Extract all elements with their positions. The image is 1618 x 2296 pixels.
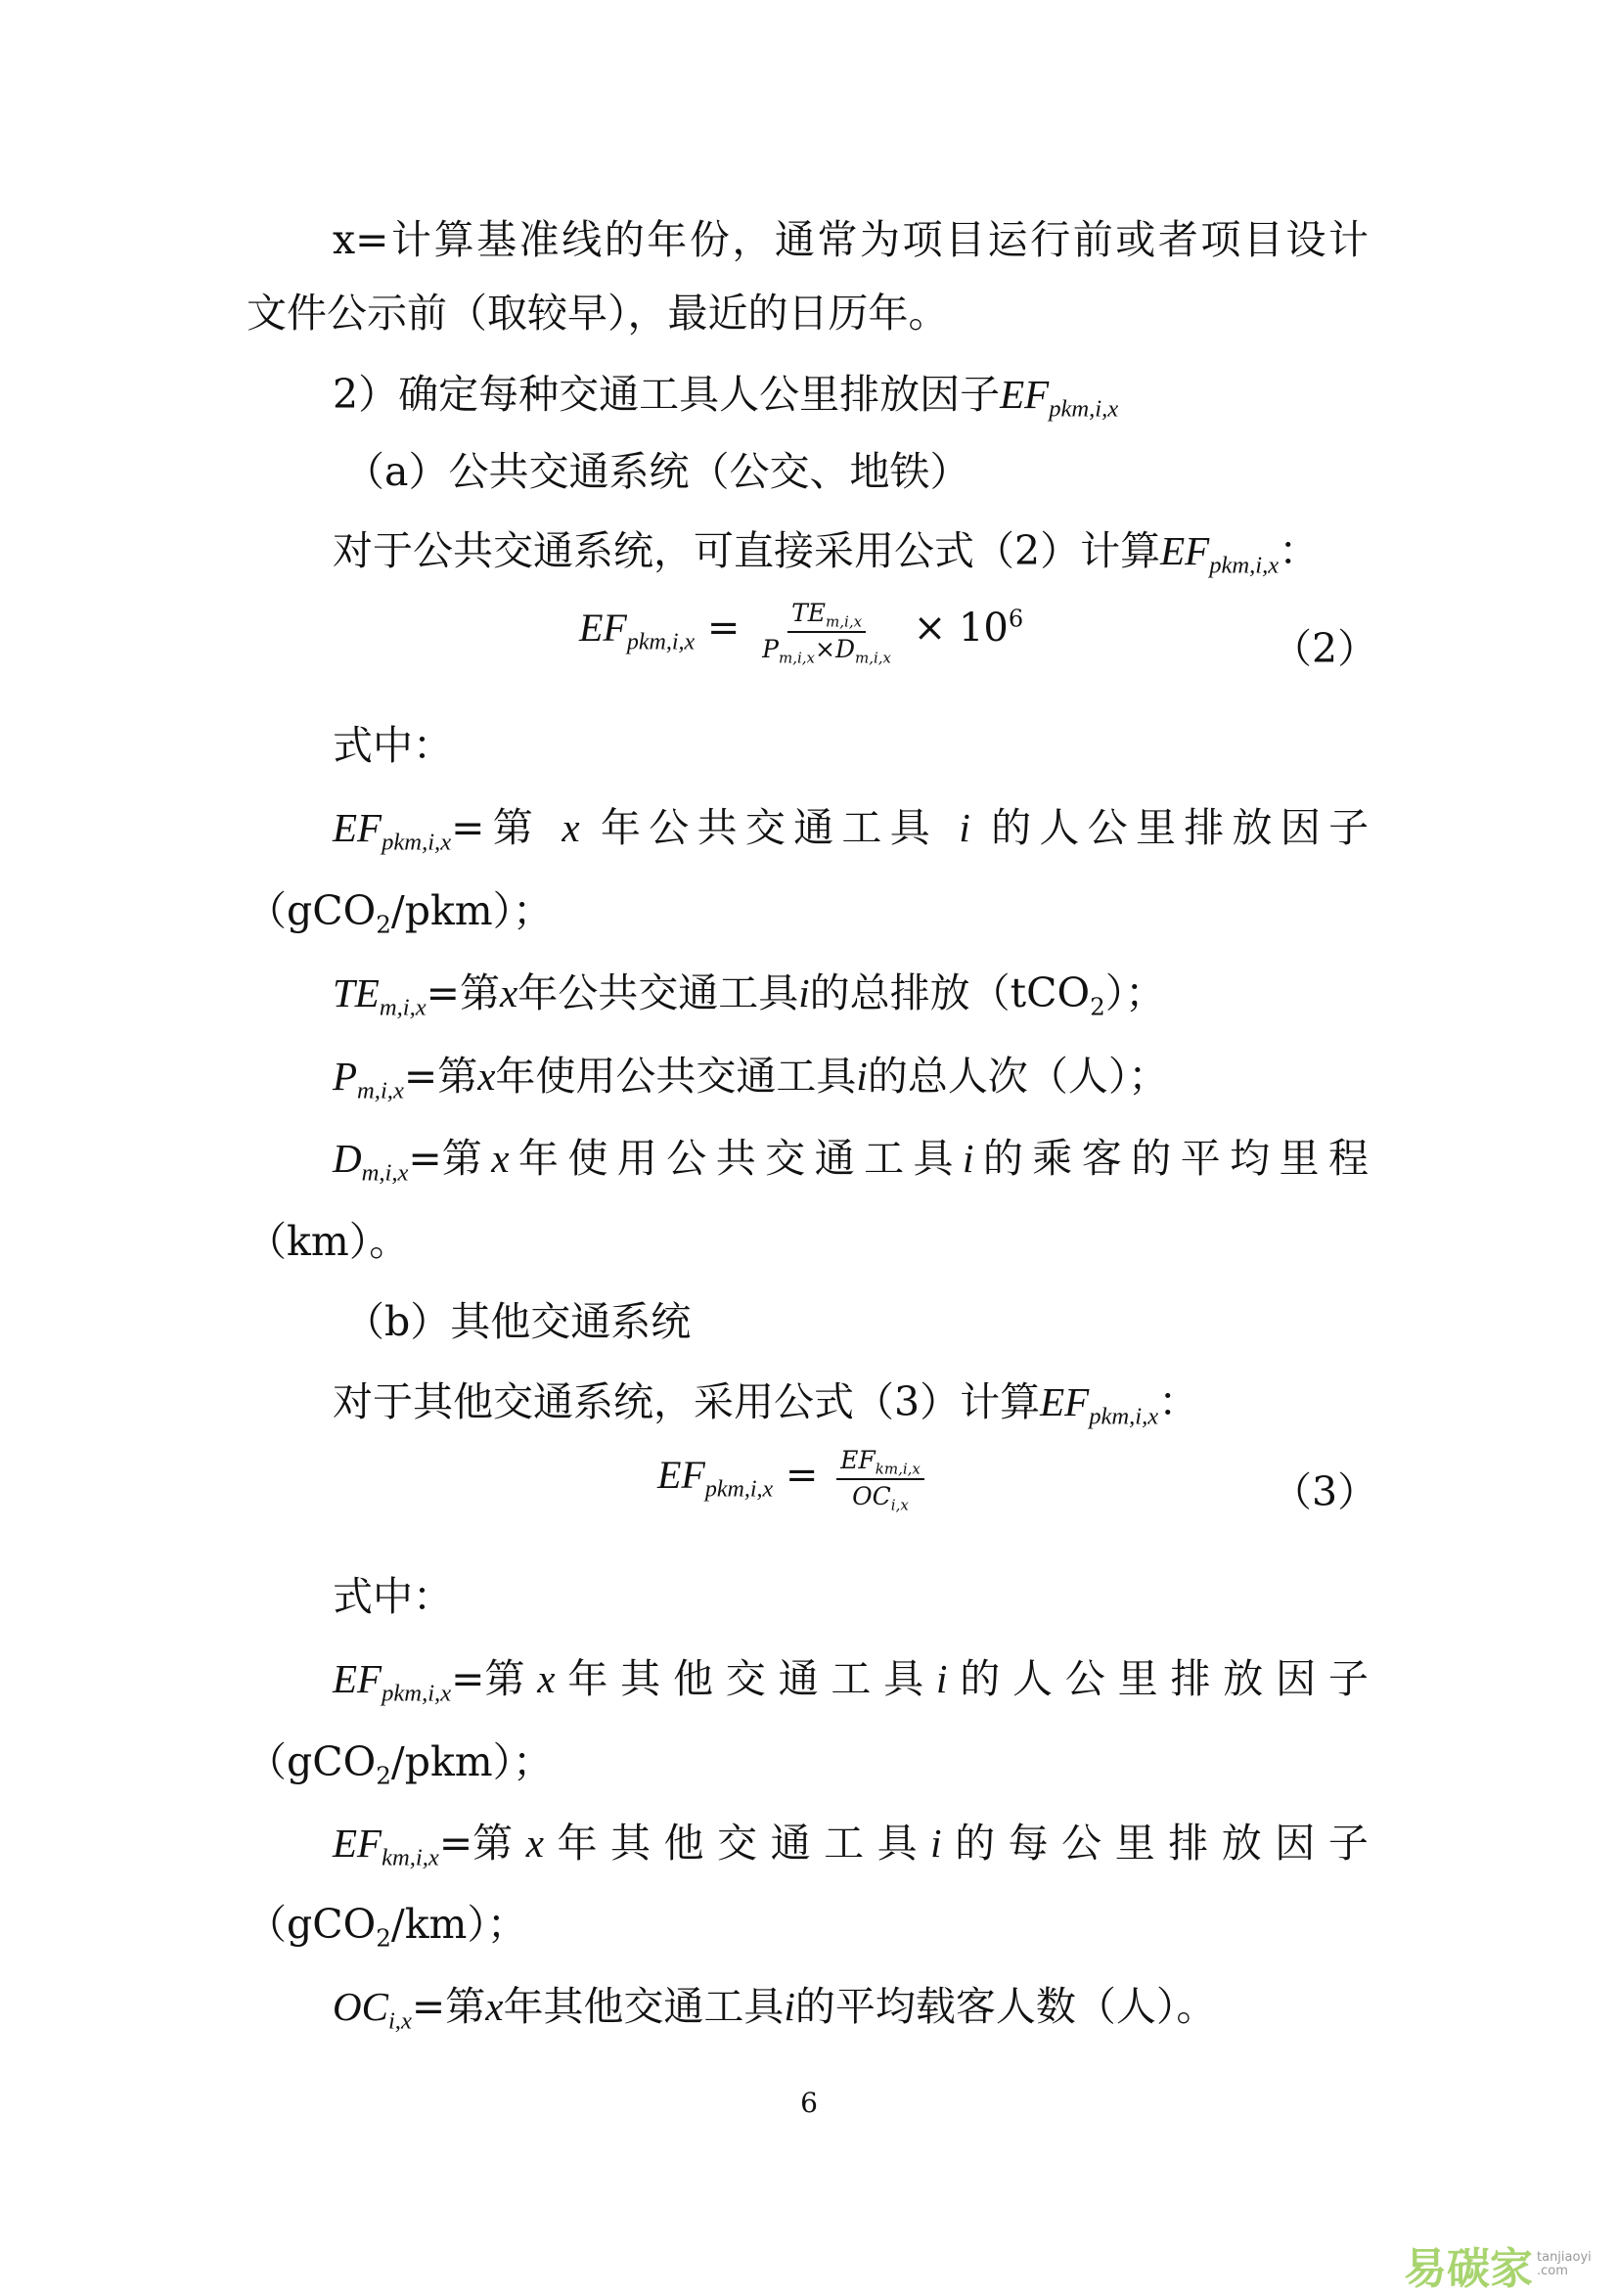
var-oc: OC	[333, 1984, 388, 2029]
watermark-en2: .com	[1537, 2264, 1568, 2278]
def-ef-pkm-public-unit	[247, 887, 1369, 939]
equals-sign: =	[785, 1453, 831, 1498]
unit-sub: 2	[376, 910, 391, 939]
where-label-2: 式中：	[333, 1573, 453, 1620]
var-i: i	[959, 805, 970, 850]
var-x: x	[485, 1984, 504, 2029]
equation-3	[657, 1446, 930, 1514]
eq3-fraction	[836, 1446, 924, 1514]
var-ef: EF	[333, 1656, 382, 1701]
unit-post: /pkm）；	[390, 1738, 554, 1785]
def-p	[333, 1053, 1369, 1104]
colon: ：	[1158, 1378, 1199, 1425]
def-ef-km-other: $EF_{km,i,x}=$第 x 年 其 他 交 通 工 具 i 的 每 公 里 排 放 因 子	[333, 1820, 1369, 1871]
step-2-heading	[333, 371, 1369, 423]
var-i: i	[936, 1656, 948, 1701]
var-i: i	[856, 1054, 868, 1099]
formula-3-intro	[333, 1378, 1369, 1430]
var-i: i	[784, 1984, 795, 2029]
var-te: TE	[333, 970, 380, 1015]
eq3-ef: EF	[840, 1446, 876, 1474]
watermark-en	[1537, 2251, 1592, 2279]
equation-2	[579, 599, 1024, 667]
eq2-d-sub: m,i,x	[855, 649, 892, 667]
section-b-heading: （b）其他交通系统	[344, 1298, 692, 1345]
def-oc-p1: =第	[411, 1983, 486, 2030]
unit-sub: 2	[376, 1761, 391, 1790]
section-a-text: （a）公共交通系统（公交、地铁）	[344, 448, 970, 495]
def-oc-p3: 的平均载客人数（人）。	[794, 1983, 1217, 2030]
def-te	[333, 969, 1369, 1021]
def-p-p1: =第	[403, 1053, 478, 1100]
def-ef-km-other-unit	[247, 1901, 1369, 1953]
def-ef-pkm-public: $EF_{pkm,i,x}=$第 x 年公共交通工具 i 的人公里排放因子	[333, 804, 1370, 856]
var-i: i	[962, 1136, 974, 1181]
var-ef: EF	[1000, 372, 1050, 417]
unit-post: /km）；	[390, 1901, 527, 1948]
unit-pre: （gCO	[247, 1901, 377, 1948]
para-x-definition-cont	[247, 290, 1369, 337]
var-x: x	[562, 805, 580, 850]
var-x: x	[477, 1054, 496, 1099]
eq2-times-ten: × 10	[913, 606, 1009, 651]
eq2-lhs-sub: pkm,i,x	[626, 629, 696, 655]
eq2-exponent: 6	[1008, 605, 1024, 633]
var-p: P	[333, 1054, 358, 1099]
eq2-fraction	[758, 599, 895, 667]
section-a-heading	[344, 448, 1369, 495]
sub-ix: i,x	[387, 2007, 412, 2035]
step-2-heading-text: 2）确定每种交通工具人公里排放因子	[333, 371, 1001, 418]
eq2-denominator	[758, 633, 895, 667]
var-ef: EF	[333, 805, 382, 850]
formula-2-intro-text: 对于公共交通系统，可直接采用公式（2）计算	[333, 527, 1161, 574]
var-i: i	[798, 970, 810, 1015]
var-ef: EF	[1040, 1379, 1090, 1424]
sub-mix: m,i,x	[357, 1077, 404, 1104]
eq2-times-mid: ×	[815, 635, 835, 663]
eq2-te: TE	[791, 599, 827, 627]
watermark-en1: tanjiaoyi	[1537, 2249, 1592, 2265]
sub-pkmix: pkm,i,x	[1209, 552, 1280, 579]
equation-2-number: （2）	[1272, 625, 1378, 672]
def-ef-pkm-other-unit	[247, 1738, 1369, 1790]
def-ef-pkm-other-term: $EF_{pkm,i,x}=$第	[333, 1655, 525, 1707]
sub-mix: m,i,x	[379, 994, 427, 1021]
equals-sign: =	[706, 606, 753, 651]
unit-pre: （gCO	[247, 1738, 377, 1785]
eq3-lhs: EF	[657, 1453, 705, 1497]
sub-pkmix: pkm,i,x	[382, 1680, 452, 1707]
def-x	[562, 804, 579, 851]
eq3-ef-sub: km,i,x	[875, 1460, 921, 1478]
colon: ：	[1279, 527, 1320, 574]
eq3-numerator	[836, 1446, 924, 1480]
sub-kmix: km,i,x	[382, 1844, 439, 1871]
def-te-post: ）；	[1104, 969, 1166, 1016]
def-oc	[333, 1983, 1369, 2035]
eq2-d: D	[834, 635, 855, 663]
var-i: i	[930, 1821, 942, 1866]
eq3-oc: OC	[852, 1482, 891, 1510]
where-label-1: 式中：	[333, 722, 453, 769]
def-te-p3: 的总排放（tCO	[809, 969, 1091, 1016]
sub-pkmix: pkm,i,x	[382, 829, 452, 856]
def-ef-pkm-other: $EF_{pkm,i,x}=$第 x 年 其 他 交 通 工 具 i 的 人 公 里 排 放 因 子	[333, 1655, 1369, 1707]
eq2-te-sub: m,i,x	[826, 612, 863, 631]
eq3-oc-sub: i,x	[890, 1496, 909, 1514]
def-p-p2: 年使用公共交通工具	[495, 1053, 857, 1100]
var-x: x	[525, 1821, 544, 1866]
formula-3-intro-text: 对于其他交通系统，采用公式（3）计算	[333, 1378, 1041, 1425]
var-ef: EF	[1160, 528, 1210, 573]
def-ef-pkm-public-term: $EF_{pkm,i,x}=$第	[333, 804, 542, 856]
unit-post: /pkm）；	[390, 887, 554, 934]
var-x: x	[491, 1136, 510, 1181]
var-x: x	[537, 1656, 556, 1701]
def-te-p1: =第	[426, 969, 501, 1016]
eq3-denominator	[848, 1480, 913, 1514]
var-d: D	[333, 1136, 362, 1181]
watermark-logo	[1404, 2233, 1592, 2296]
def-d-term: $D_{m,i,x}=$第	[333, 1135, 482, 1187]
def-te-p2: 年公共交通工具	[517, 969, 799, 1016]
para-x-definition	[333, 216, 1369, 263]
def-d-unit: （km）。	[247, 1218, 410, 1265]
def-d: $D_{m,i,x}=$第 x 年 使 用 公 共 交 通 工 具 i 的 乘 客 的 平 均 里 程	[333, 1135, 1369, 1187]
var-x: x	[500, 970, 518, 1015]
sub-mix: m,i,x	[361, 1159, 409, 1187]
watermark-cn: 易碳家	[1404, 2244, 1533, 2294]
sub-pkmix: pkm,i,x	[1089, 1403, 1159, 1430]
var-ef: EF	[333, 1821, 382, 1866]
unit-pre: （gCO	[247, 887, 377, 934]
formula-2-intro	[333, 527, 1369, 579]
para-x-definition-text: x=计算基准线的年份，通常为项目运行前或者项目设计	[333, 216, 1369, 263]
eq2-numerator	[787, 599, 866, 633]
page-number: 6	[800, 2087, 818, 2119]
def-te-sub: 2	[1090, 992, 1105, 1021]
eq2-p-sub: m,i,x	[778, 649, 815, 667]
para-x-definition-cont-text: 文件公示前（取较早），最近的日历年。	[247, 290, 949, 337]
def-oc-p2: 年其他交通工具	[503, 1983, 785, 2030]
equation-3-number: （3）	[1272, 1468, 1378, 1515]
def-ef-km-other-term: $EF_{km,i,x}=$第	[333, 1820, 514, 1871]
sub-pkmix: pkm,i,x	[1049, 395, 1119, 423]
eq2-lhs: EF	[579, 606, 627, 650]
eq3-lhs-sub: pkm,i,x	[704, 1476, 774, 1503]
unit-sub: 2	[376, 1923, 391, 1953]
eq2-p: P	[762, 635, 779, 663]
def-p-p3: 的总人次（人）；	[867, 1053, 1169, 1100]
